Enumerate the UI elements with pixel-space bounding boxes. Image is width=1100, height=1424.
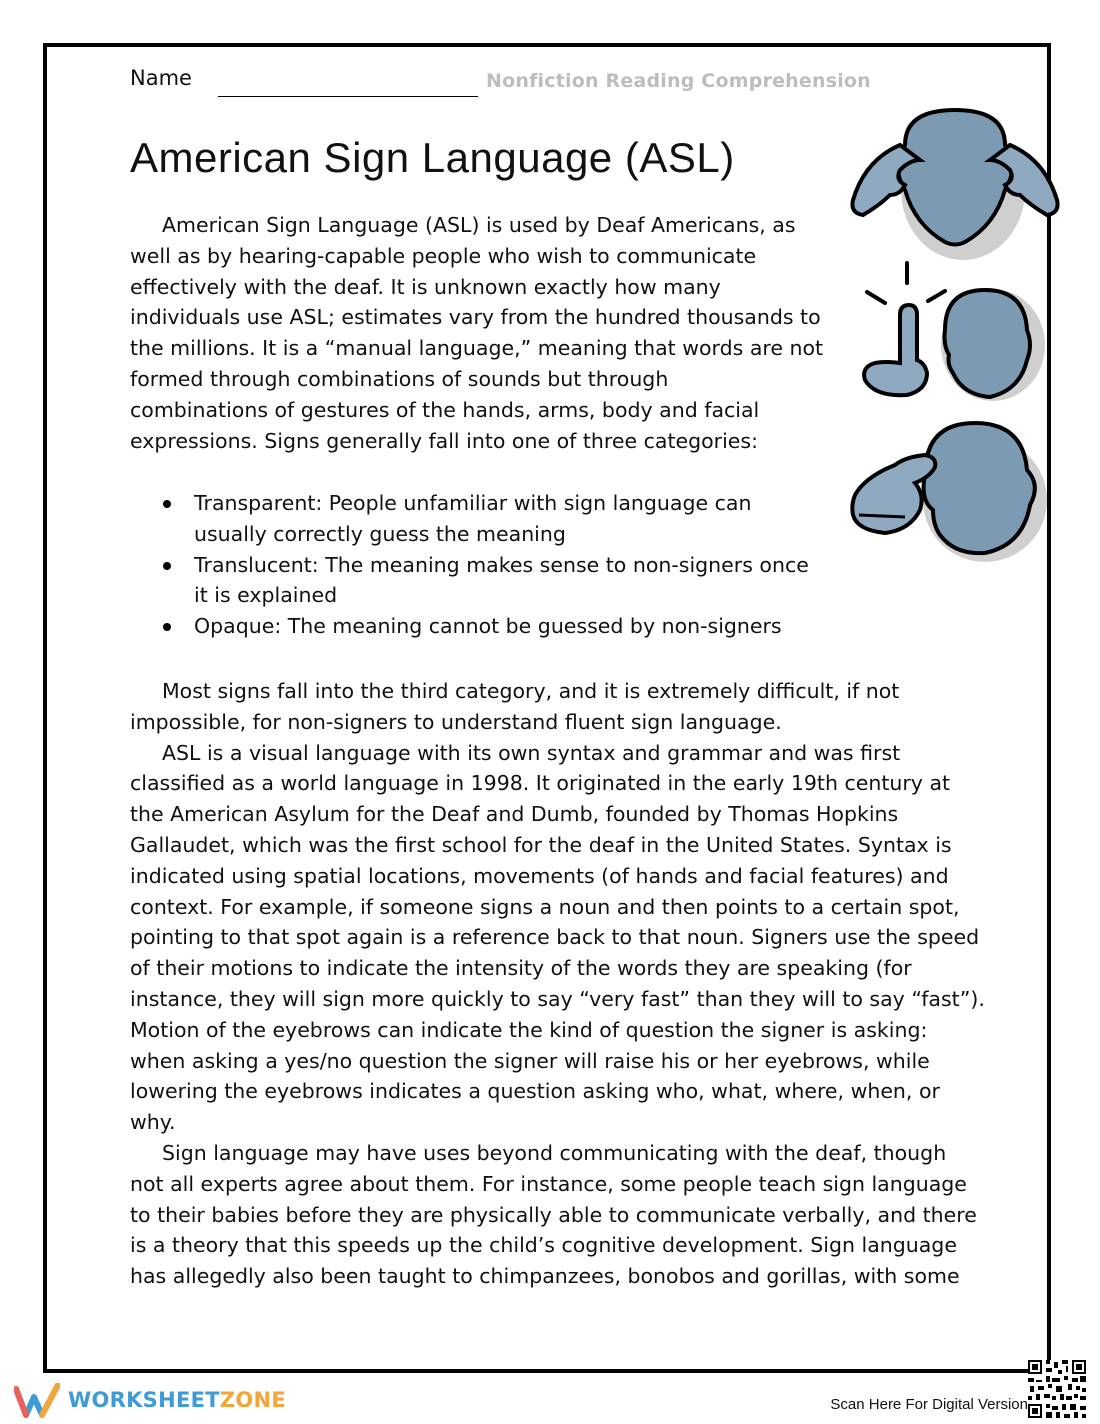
hand-saluting-head-icon — [852, 423, 1047, 562]
category-list — [130, 488, 809, 642]
text-line: not all experts agree about them. For instance, some people teach sign language — [130, 1171, 967, 1196]
text-line: Motion of the eyebrows can indicate the kind of question the signer is asking: — [130, 1017, 928, 1042]
text-line: ASL is a visual language with its own syntax and grammar and was first — [162, 740, 901, 765]
text-line: has allegedly also been taught to chimpanzees, bonobos and gorillas, with some — [130, 1264, 960, 1289]
text-line: Transparent: People unfamiliar with sign language can — [194, 491, 752, 515]
text-line: is a theory that this speeds up the child’s cognitive development. Sign language — [130, 1233, 957, 1258]
list-item — [130, 488, 809, 550]
scan-here-label: Scan Here For Digital Version — [830, 1396, 1028, 1413]
text-line: why. — [130, 1110, 176, 1135]
text-line: lowering the eyebrows indicates a question asking who, what, where, when, or — [130, 1079, 940, 1104]
page-title: American Sign Language (ASL) — [130, 134, 735, 181]
qr-code-icon[interactable] — [1028, 1360, 1086, 1418]
text-line: Most signs fall into the third category, and it is extremely difficult, if not — [162, 679, 900, 703]
bullet-icon — [163, 623, 171, 631]
logo-wordmark — [68, 1388, 286, 1412]
list-item — [130, 550, 809, 612]
name-label: Name — [130, 66, 192, 90]
text-line: Sign language may have uses beyond communicating with the deaf, though — [162, 1140, 947, 1165]
worksheetzone-logo-icon — [14, 1383, 60, 1419]
text-line: expressions. Signs generally fall into one of three categories: — [130, 428, 758, 453]
text-line: it is explained — [194, 583, 338, 608]
text-line: formed through combinations of sounds but through — [130, 366, 669, 391]
text-line: usually correctly guess the meaning — [194, 521, 566, 546]
text-line: indicated using spatial locations, movements (of hands and facial features) and — [130, 863, 949, 888]
text-line: Opaque: The meaning cannot be guessed by non-signers — [194, 614, 782, 639]
text-line: the millions. It is a “manual language,” meaning that words are not — [130, 336, 824, 361]
worksheet-subtitle: Nonfiction Reading Comprehension — [486, 70, 871, 92]
finger-to-lips-quiet-icon — [864, 263, 1045, 401]
head-covering-ears-icon — [852, 110, 1057, 260]
list-item — [130, 611, 809, 642]
name-input-line[interactable] — [218, 96, 478, 97]
text-line: individuals use ASL; estimates vary from the hundred thousands to — [130, 305, 821, 330]
logo-part-zone: ZONE — [219, 1388, 287, 1412]
paragraph-body — [130, 676, 985, 1292]
text-line: impossible, for non-signers to understand fluent sign language. — [130, 709, 782, 734]
text-line: pointing to that spot again is a reference back to that noun. Signers use the speed — [130, 925, 980, 950]
text-line: when asking a yes/no question the signer will raise his or her eyebrows, while — [130, 1048, 930, 1073]
logo-part-worksheet: WORKSHEET — [68, 1388, 220, 1412]
text-line: well as by hearing-capable people who wish to communicate — [130, 243, 757, 268]
text-line: context. For example, if someone signs a noun and then points to a certain spot, — [130, 894, 960, 919]
text-line: classified as a world language in 1998. It originated in the early 19th century at — [130, 771, 951, 796]
text-line: effectively with the deaf. It is unknown exactly how many — [130, 274, 721, 299]
text-line: instance, they will sign more quickly to say “very fast” than they will to say “fast”). — [130, 986, 985, 1011]
paragraph-intro — [130, 210, 823, 456]
text-line: Gallaudet, which was the first school for the deaf in the United States. Syntax is — [130, 832, 952, 857]
text-line: combinations of gestures of the hands, arms, body and facial — [130, 397, 760, 422]
text-line: of their motions to indicate the intensity of the words they are speaking (for — [130, 956, 912, 981]
text-line: Translucent: The meaning makes sense to non-signers once — [194, 552, 809, 577]
text-line: to their babies before they are physically able to communicate verbally, and there — [130, 1202, 977, 1227]
bullet-icon — [163, 500, 171, 508]
sign-language-illustration — [845, 105, 1065, 565]
worksheetzone-logo[interactable] — [14, 1383, 287, 1419]
text-line: American Sign Language (ASL) is used by Deaf Americans, as — [162, 213, 796, 237]
bullet-icon — [163, 562, 171, 570]
text-line: the American Asylum for the Deaf and Dumb, founded by Thomas Hopkins — [130, 802, 899, 827]
